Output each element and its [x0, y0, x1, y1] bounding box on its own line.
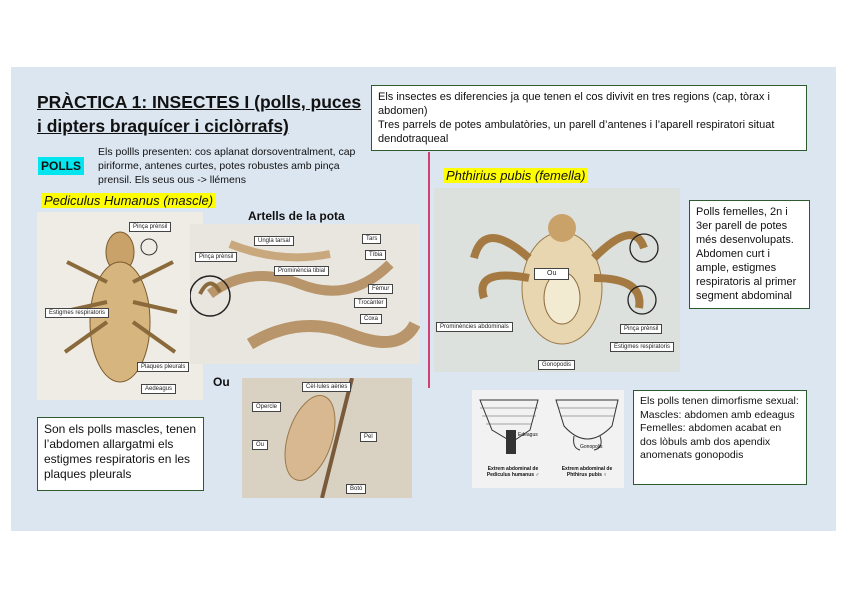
- label-aedeagus: Aedeagus: [141, 384, 176, 394]
- polls-badge: POLLS: [38, 157, 84, 175]
- dimorfisme-line-3: Femelles: abdomen acabat en dos lòbuls amb dos apendix anomenats gonopodis: [640, 422, 782, 461]
- intro-line-1: Els insectes es diferencies ja que tenen el cos divivit en tres regions (cap, tòrax i abdomen): [378, 91, 770, 117]
- egg-drawing: [242, 378, 412, 498]
- caption-pthirus-drawing: Extrem abdominal de Phthirus pubis ♀: [561, 466, 613, 478]
- label-celules-aeries: Cèl·lules aèries: [302, 382, 351, 392]
- pthirus-heading: Phthirius pubis (femella): [443, 168, 588, 183]
- dimorfisme-line-1: Els polls tenen dimorfisme sexual:: [640, 395, 799, 407]
- pediculus-photo: [37, 212, 203, 400]
- intro-line-2: Tres parrels de potes ambulatòries, un parell d’antenes i l’aparell respiratori situat dendotraqueal: [378, 119, 775, 145]
- leg-drawing: [190, 224, 420, 364]
- label-estigmes-pthirus: Estigmes respiratoris: [610, 342, 674, 352]
- polls-description: Els pollls presenten: cos aplanat dorsoventralment, cap piriforme, antenes curtes, potes robustes amb pinça prensil. Els seus ous -> llémens: [98, 146, 356, 186]
- mascles-box: Son els polls mascles, tenen l’abdomen allargatmi els estigmes respiratoris en les plaques pleurals: [37, 417, 204, 491]
- label-plaques-pleurals: Plaques pleurals: [137, 362, 189, 372]
- label-tibia: Tíbia: [365, 250, 386, 260]
- label-ou: Ou: [252, 440, 268, 450]
- dimorfisme-line-2: Mascles: abdomen amb edeagus: [640, 408, 795, 421]
- femelles-box: Polls femelles, 2n i 3er parell de potes més desenvolupats. Abdomen curt i ample, estigmes respiratoris al primer segment abdominal: [689, 200, 810, 309]
- label-coxa: Coxa: [360, 314, 382, 324]
- label-tars: Tars: [362, 234, 381, 244]
- label-pinca-prensil: Pinça prènsil: [129, 222, 171, 232]
- label-boto: Botó: [346, 484, 366, 494]
- label-pinca-prensil-pthirus: Pinça prènsil: [620, 324, 662, 334]
- divider-line: [428, 152, 430, 388]
- egg-photo: [242, 378, 412, 498]
- intro-box: [371, 85, 807, 151]
- page-title: PRÀCTICA 1: INSECTES I (polls, puces i dipters braquícer i ciclòrrafs): [37, 92, 362, 136]
- pthirus-photo: [434, 188, 680, 372]
- caption-pediculus-drawing: Extrem abdominal de Pediculus humanus ♂: [486, 466, 540, 478]
- label-prominencia-tibial: Prominència tibial: [274, 266, 329, 276]
- ou-heading: Ou: [213, 375, 230, 389]
- label-gonopolis-drawing: Gonopolis: [580, 444, 603, 450]
- label-femur: Fèmur: [368, 284, 393, 294]
- artells-heading: Artells de la pota: [248, 209, 345, 223]
- label-ou-pthirus: Ou: [534, 268, 569, 280]
- dimorfisme-box: [633, 390, 807, 485]
- label-gonopodis: Gonopodis: [538, 360, 575, 370]
- leg-photo: [190, 224, 420, 364]
- label-opercle: Opercle: [252, 402, 281, 412]
- pediculus-heading: Pediculus Humanus (mascle): [41, 193, 216, 208]
- label-estigmes: Estigmes respiratoris: [45, 308, 109, 318]
- abdominal-drawing: [472, 390, 624, 488]
- label-ungla-tarsal: Ungla tarsal: [254, 236, 294, 246]
- label-trocanter: Trocànter: [354, 298, 387, 308]
- label-prominencies: Prominències abdominals: [436, 322, 513, 332]
- label-pel: Pel: [360, 432, 377, 442]
- label-pinca-prensil-leg: Pinça prènsil: [195, 252, 237, 262]
- label-edeagus-drawing: Edeagus: [518, 432, 538, 438]
